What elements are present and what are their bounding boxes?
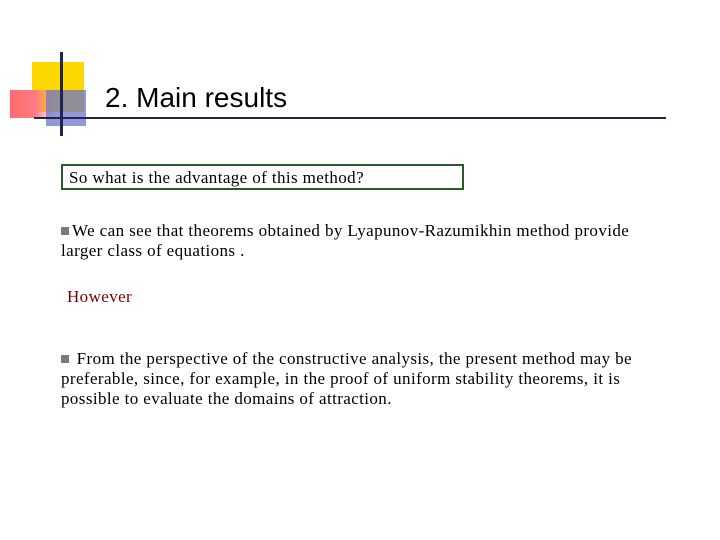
decor-vertical-rule [60,52,63,136]
bullet-point-2 [61,349,671,409]
slide-title: 2. Main results [105,82,288,113]
question-box: So what is the advantage of this method? [61,164,464,190]
square-bullet-icon [61,227,69,235]
square-bullet-icon [61,355,69,363]
title-underline-rule [34,117,666,119]
bullet-point-1-text: We can see that theorems obtained by Lyapunov-Razumikhin method provide larger class of equations . [61,221,630,260]
however-label: However [67,287,133,306]
bullet-point-1 [61,221,661,261]
decor-blue-square [46,90,86,126]
bullet-point-2-text: From the perspective of the constructive analysis, the present method may be preferable, since, for example, in the proof of uniform stability theorems, it is possible to evaluate the domains of attraction. [61,349,633,408]
